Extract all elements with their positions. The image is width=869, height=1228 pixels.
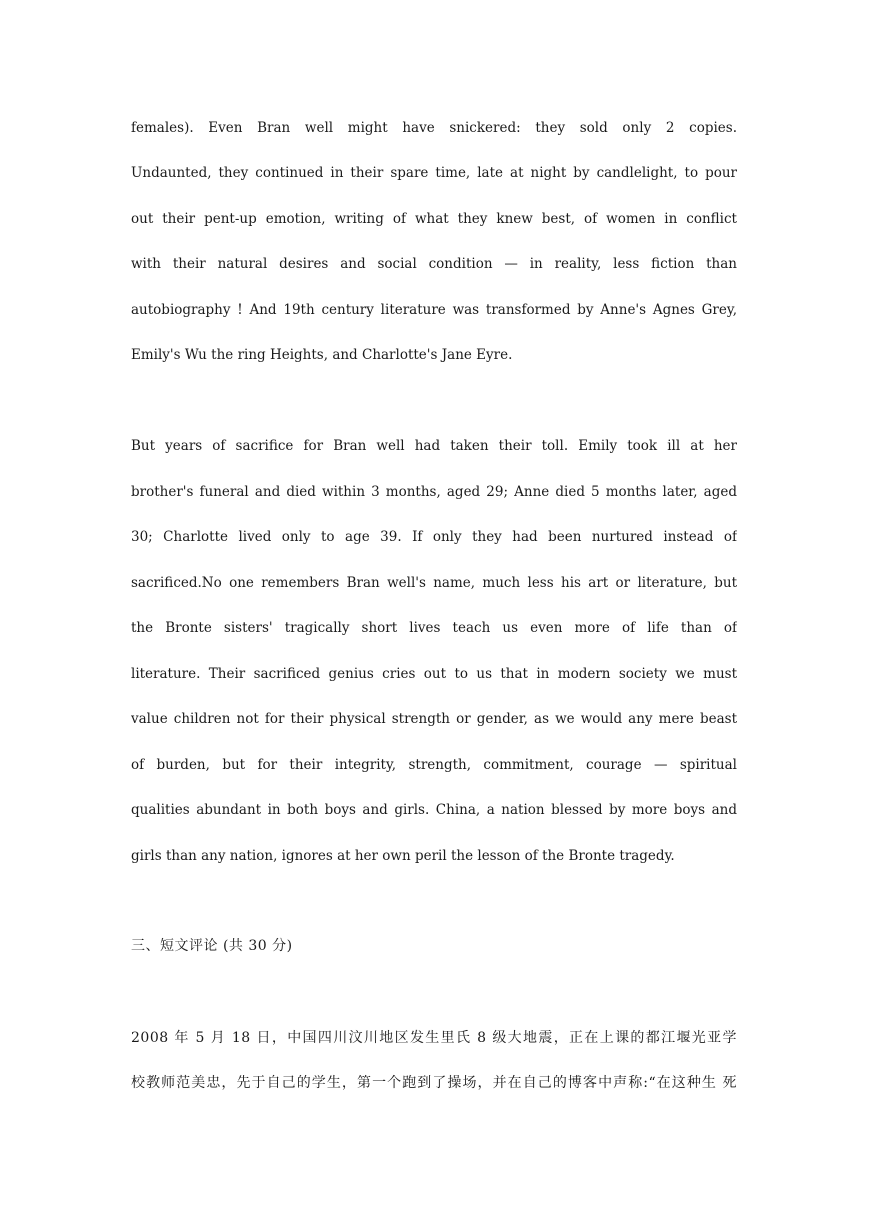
paragraph-2-line: literature. Their sacrificed genius cries out to us that in modern society we must: [131, 666, 737, 682]
paragraph-1-line: Emily's Wu the ring Heights, and Charlotte's Jane Eyre.: [131, 347, 513, 363]
paragraph-1-line: autobiography ! And 19th century literature was transformed by Anne's Agnes Grey,: [131, 302, 737, 318]
paragraph-2-line: value children not for their physical strength or gender, as we would any mere beast: [131, 711, 737, 727]
paragraph-2-line: brother's funeral and died within 3 months, aged 29; Anne died 5 months later, aged: [131, 484, 737, 500]
paragraph-1-line: out their pent-up emotion, writing of what they knew best, of women in conflict: [131, 211, 737, 227]
paragraph-1-line: Undaunted, they continued in their spare time, late at night by candlelight, to pour: [131, 165, 737, 181]
paragraph-3-line: 校教师范美忠，先于自己的学生，第一个跑到了操场，并在自己的博客中声称:“在这种生 死: [131, 1075, 737, 1091]
paragraph-2-line: qualities abundant in both boys and girls. China, a nation blessed by more boys and: [131, 802, 737, 818]
paragraph-1-line: with their natural desires and social condition — in reality, less fiction than: [131, 256, 737, 272]
paragraph-3-line: 2008 年 5 月 18 日，中国四川汶川地区发生里氏 8 级大地震，正在上课的都江堰光亚学: [131, 1030, 737, 1046]
paragraph-2-line: girls than any nation, ignores at her own peril the lesson of the Bronte tragedy.: [131, 848, 675, 864]
paragraph-2-line: sacrificed.No one remembers Bran well's name, much less his art or literature, but: [131, 575, 737, 591]
paragraph-2-line: the Bronte sisters' tragically short lives teach us even more of life than of: [131, 620, 737, 636]
paragraph-2-line: 30; Charlotte lived only to age 39. If only they had been nurtured instead of: [131, 529, 737, 545]
paragraph-1-line: females). Even Bran well might have snickered: they sold only 2 copies.: [131, 120, 737, 136]
section-heading: 三、短文评论 (共 30 分): [131, 938, 293, 954]
paragraph-2-line: But years of sacrifice for Bran well had taken their toll. Emily took ill at her: [131, 438, 737, 454]
paragraph-2-line: of burden, but for their integrity, strength, commitment, courage — spiritual: [131, 757, 737, 773]
